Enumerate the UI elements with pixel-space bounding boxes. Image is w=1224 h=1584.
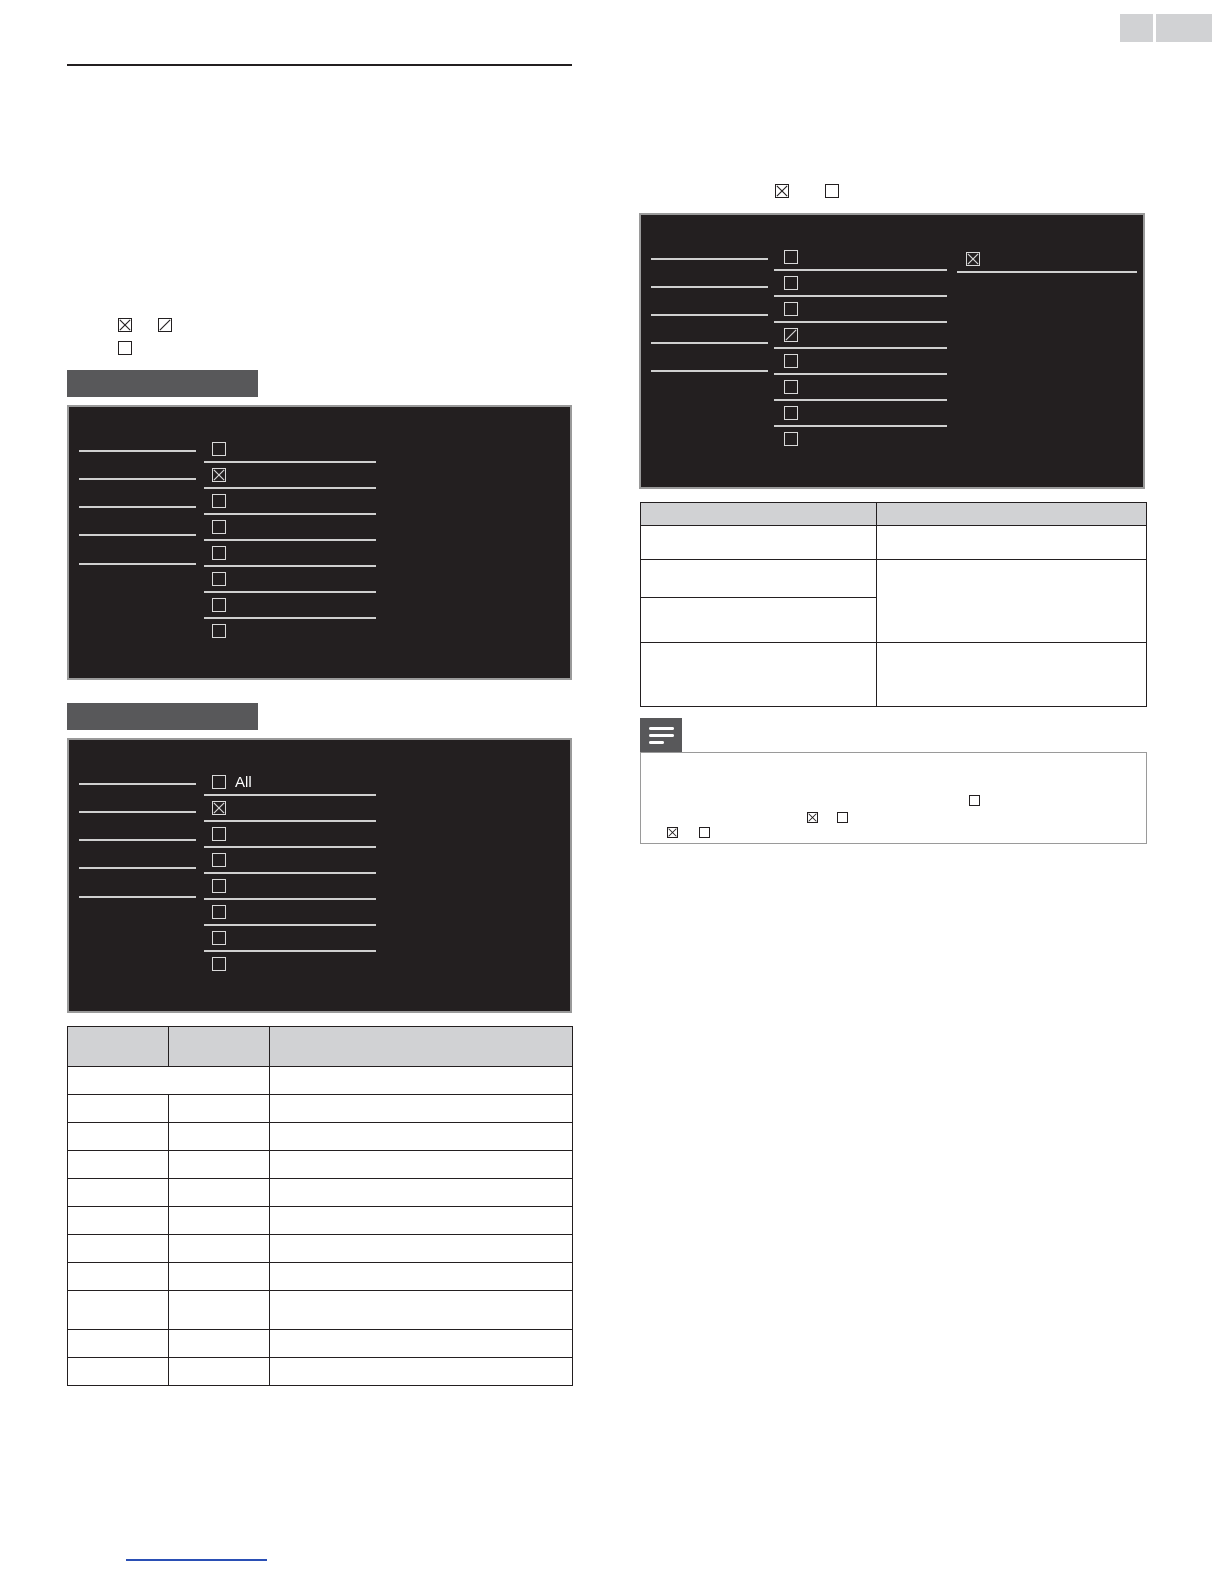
rating-checkbox[interactable] xyxy=(212,853,226,867)
option-divider xyxy=(774,425,947,427)
table-row xyxy=(641,526,1147,560)
option-divider xyxy=(774,373,947,375)
menu-item[interactable] xyxy=(79,867,196,869)
rating-checkbox[interactable] xyxy=(212,546,226,560)
rating-screen-panel-3 xyxy=(639,213,1145,489)
rating-table xyxy=(67,1026,573,1386)
option-divider xyxy=(774,321,947,323)
option-divider xyxy=(204,487,376,489)
table-header-cell xyxy=(270,1027,573,1067)
rating-checkbox[interactable] xyxy=(784,250,798,264)
rating-checkbox[interactable] xyxy=(212,572,226,586)
rating-checkbox[interactable] xyxy=(212,879,226,893)
table-row xyxy=(641,560,1147,598)
rating-checkbox[interactable] xyxy=(212,957,226,971)
menu-item[interactable] xyxy=(651,286,768,288)
menu-item[interactable] xyxy=(79,839,196,841)
rating-checkbox[interactable] xyxy=(784,380,798,394)
x-box-icon xyxy=(775,184,789,198)
panel-1-header-bar xyxy=(67,370,258,397)
empty-box-icon xyxy=(969,795,980,806)
note-box xyxy=(640,752,1147,844)
rating-checkbox-all[interactable] xyxy=(212,775,226,789)
table-header-cell xyxy=(169,1027,270,1067)
option-divider xyxy=(957,271,1137,273)
x-box-icon xyxy=(807,812,818,823)
x-box-icon xyxy=(667,827,678,838)
rating-checkbox[interactable] xyxy=(784,432,798,446)
rating-checkbox[interactable] xyxy=(212,442,226,456)
rating-checkbox-checked[interactable] xyxy=(212,468,226,482)
page-tab-left[interactable] xyxy=(1120,14,1153,42)
option-divider xyxy=(774,399,947,401)
table-row xyxy=(68,1207,573,1235)
rating-checkbox[interactable] xyxy=(212,905,226,919)
empty-box-icon xyxy=(699,827,710,838)
table-header-cell xyxy=(877,503,1147,526)
table-row xyxy=(641,643,1147,707)
table-row xyxy=(68,1235,573,1263)
rating-screen-panel-2 xyxy=(67,738,572,1013)
option-divider xyxy=(204,820,376,822)
rating-checkbox[interactable] xyxy=(784,354,798,368)
table-row xyxy=(68,1291,573,1330)
footer-link[interactable] xyxy=(126,1559,267,1561)
content-rating-table xyxy=(640,502,1147,707)
option-divider xyxy=(204,617,376,619)
option-divider xyxy=(204,513,376,515)
empty-box-icon xyxy=(837,812,848,823)
x-box-icon xyxy=(118,318,132,332)
table-row xyxy=(68,1151,573,1179)
option-divider xyxy=(774,269,947,271)
option-divider xyxy=(204,898,376,900)
option-divider xyxy=(204,461,376,463)
rating-checkbox[interactable] xyxy=(212,827,226,841)
menu-item[interactable] xyxy=(79,563,196,565)
empty-box-icon xyxy=(825,184,839,198)
sub-rating-checkbox-checked[interactable] xyxy=(966,252,980,266)
rating-checkbox-checked[interactable] xyxy=(212,801,226,815)
menu-item[interactable] xyxy=(651,314,768,316)
table-row xyxy=(68,1330,573,1358)
menu-item[interactable] xyxy=(651,258,768,260)
option-divider xyxy=(774,347,947,349)
option-divider xyxy=(204,924,376,926)
rating-checkbox-partial[interactable] xyxy=(784,328,798,342)
panel-2-header-bar xyxy=(67,703,258,730)
menu-item[interactable] xyxy=(79,450,196,452)
note-icon xyxy=(640,718,682,752)
rating-checkbox[interactable] xyxy=(784,302,798,316)
option-divider xyxy=(204,846,376,848)
table-row xyxy=(68,1263,573,1291)
table-row xyxy=(68,1179,573,1207)
section-heading-rule xyxy=(67,64,572,66)
rating-checkbox[interactable] xyxy=(212,624,226,638)
table-row xyxy=(68,1095,573,1123)
menu-item[interactable] xyxy=(79,506,196,508)
rating-checkbox[interactable] xyxy=(212,598,226,612)
option-divider xyxy=(204,872,376,874)
option-divider xyxy=(204,950,376,952)
option-divider xyxy=(204,591,376,593)
empty-box-icon xyxy=(118,341,132,355)
rating-checkbox[interactable] xyxy=(784,276,798,290)
table-header-cell xyxy=(68,1027,169,1067)
option-divider xyxy=(204,565,376,567)
option-divider xyxy=(774,295,947,297)
slash-box-icon xyxy=(158,318,172,332)
option-divider xyxy=(204,794,376,796)
menu-item[interactable] xyxy=(651,370,768,372)
table-row xyxy=(68,1123,573,1151)
option-divider xyxy=(204,539,376,541)
menu-item[interactable] xyxy=(79,896,196,898)
page-tab-right[interactable] xyxy=(1156,14,1212,42)
menu-item[interactable] xyxy=(79,811,196,813)
menu-item[interactable] xyxy=(651,342,768,344)
rating-checkbox[interactable] xyxy=(212,520,226,534)
rating-checkbox[interactable] xyxy=(212,931,226,945)
rating-screen-panel-1 xyxy=(67,405,572,680)
option-label-all: All xyxy=(235,774,252,791)
menu-item[interactable] xyxy=(79,783,196,785)
table-row xyxy=(68,1358,573,1386)
table-header-cell xyxy=(641,503,877,526)
menu-item[interactable] xyxy=(79,478,196,480)
rating-checkbox[interactable] xyxy=(212,494,226,508)
table-row xyxy=(68,1067,573,1095)
menu-item[interactable] xyxy=(79,534,196,536)
rating-checkbox[interactable] xyxy=(784,406,798,420)
